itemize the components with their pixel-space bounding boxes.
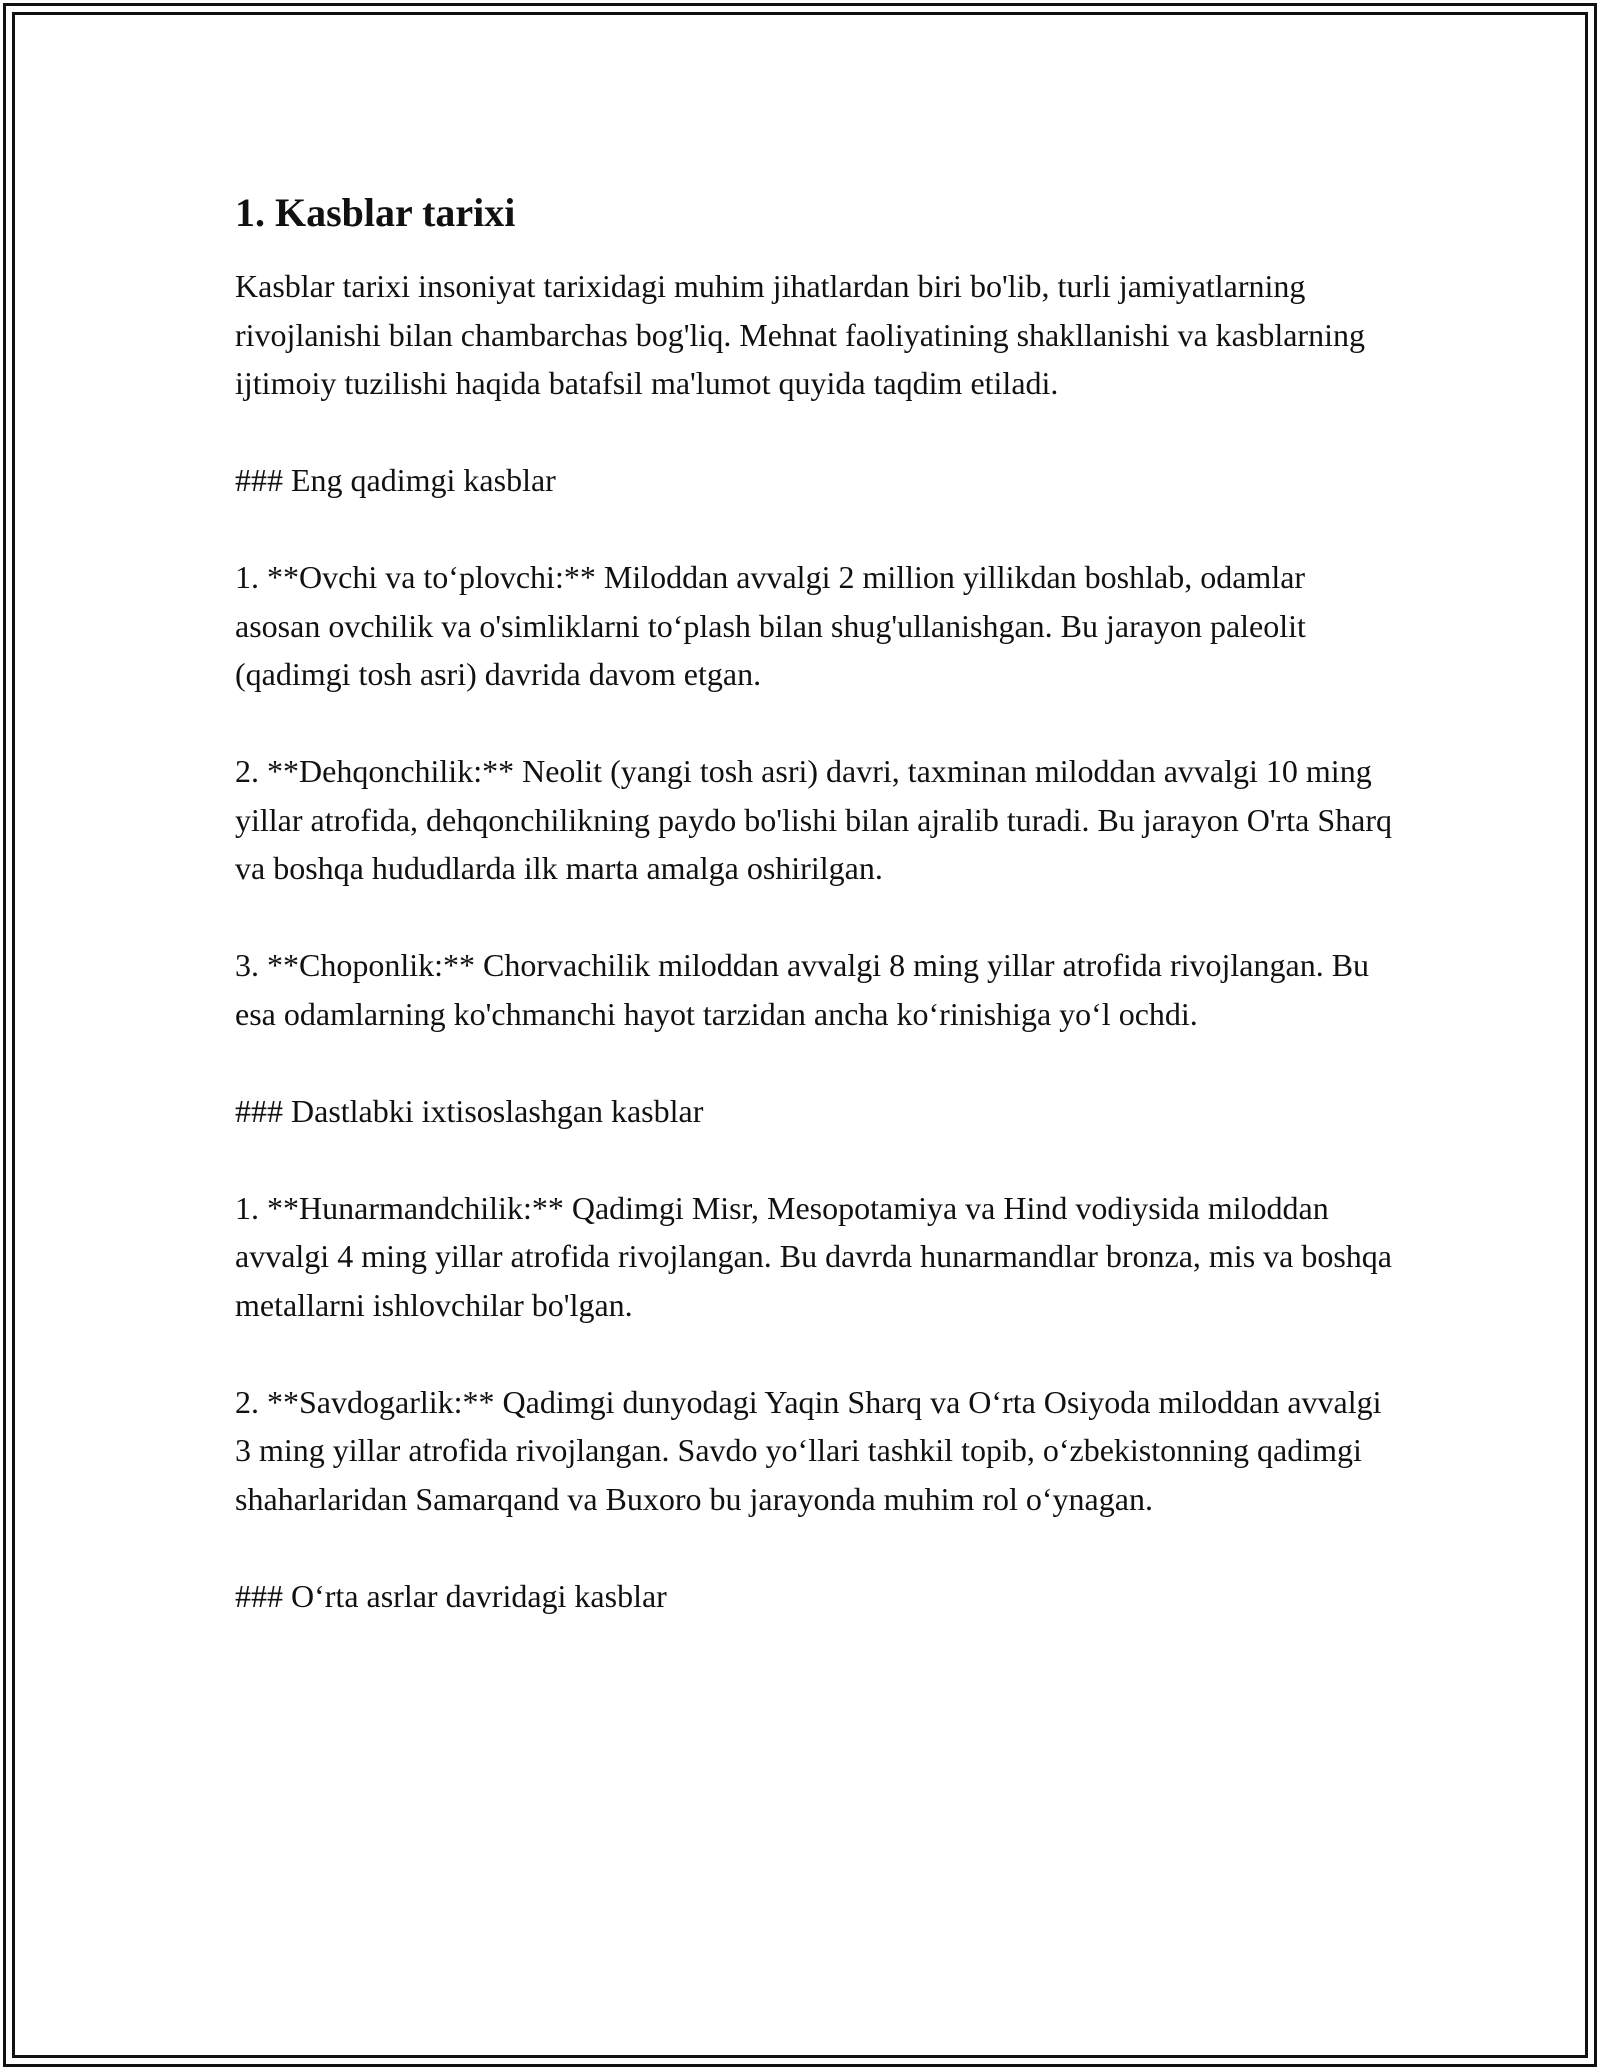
list-item-agriculture: 2. **Dehqonchilik:** Neolit (yangi tosh asri) davri, taxminan miloddan avvalgi 10 ming yillar atrofida, dehqonchilikning paydo bo'lishi bilan ajralib turadi. Bu jarayon O'rta Sharq va boshqa hududlarda ilk marta amalga oshirilgan.: [235, 753, 1393, 886]
section-heading-specialized: ### Dastlabki ixtisoslashgan kasblar: [235, 1092, 704, 1129]
section-heading-medieval: ### O‘rta asrlar davridagi kasblar: [235, 1577, 667, 1614]
list-item-herding: 3. **Choponlik:** Chorvachilik miloddan avvalgi 8 ming yillar atrofida rivojlangan. Bu esa odamlarning ko'chmanchi hayot tarzidan ancha ko‘rinishiga yo‘l ochdi.: [235, 947, 1370, 1032]
document-body: [235, 185, 1395, 1620]
document-title: 1. Kasblar tarixi: [235, 190, 516, 235]
list-item-craftsmanship: 1. **Hunarmandchilik:** Qadimgi Misr, Mesopotamiya va Hind vodiysida miloddan avvalgi 4 ming yillar atrofida rivojlangan. Bu davrda hunarmandlar bronza, mis va boshqa metallarni ishlovchilar bo'lgan.: [235, 1189, 1392, 1323]
section-heading-ancient: ### Eng qadimgi kasblar: [235, 462, 556, 498]
intro-paragraph: Kasblar tarixi insoniyat tarixidagi muhim jihatlardan biri bo'lib, turli jamiyatlarning rivojlanishi bilan chambarchas bog'liq. Mehnat faoliyatining shakllanishi va kasblarning ijtimoiy tuzilishi haqida batafsil ma'lumot quyida taqdim etiladi.: [235, 268, 1365, 401]
list-item-trade: 2. **Savdogarlik:** Qadimgi dunyodagi Yaqin Sharq va O‘rta Osiyoda miloddan avvalgi 3 ming yillar atrofida rivojlangan. Savdo yo‘llari tashkil topib, o‘zbekistonning qadimgi shaharlaridan Samarqand va Buxoro bu jarayonda muhim rol o‘ynagan.: [235, 1383, 1382, 1517]
list-item-hunter-gatherer: 1. **Ovchi va to‘plovchi:** Miloddan avvalgi 2 million yillikdan boshlab, odamlar asosan ovchilik va o'simliklarni to‘plash bilan shug'ullanishgan. Bu jarayon paleolit (qadimgi tosh asri) davrida davom etgan.: [235, 559, 1306, 692]
